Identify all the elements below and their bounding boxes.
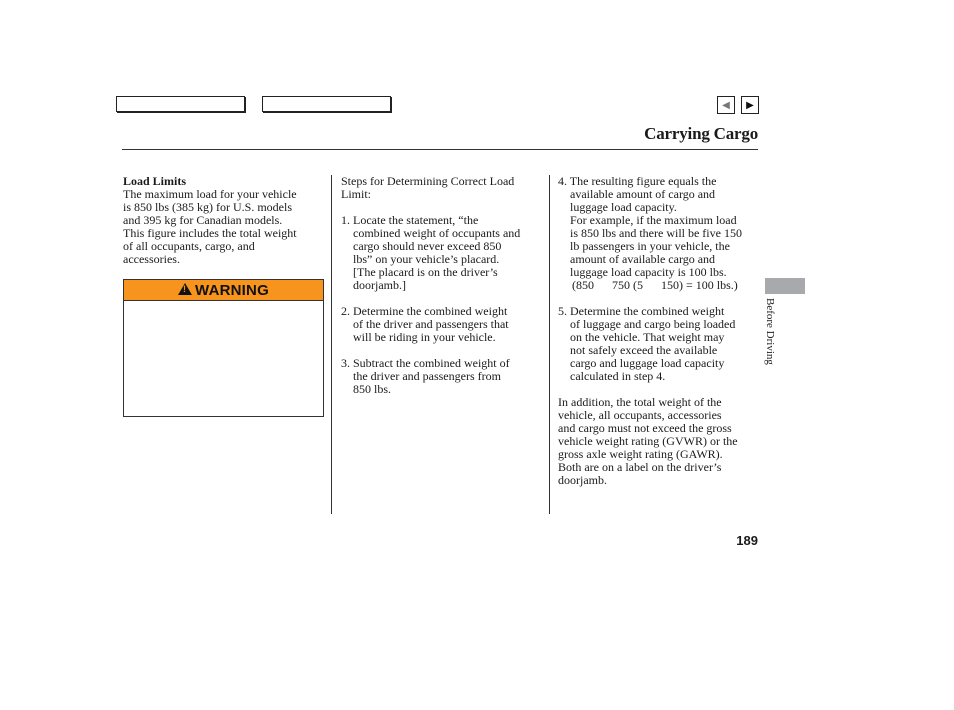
warning-header	[124, 280, 323, 301]
body-line: doorjamb.	[558, 473, 607, 487]
page-title: Carrying Cargo	[644, 124, 758, 143]
title-divider	[122, 149, 758, 150]
body-line: gross axle weight rating (GAWR).	[558, 447, 723, 461]
section-heading: Load Limits	[123, 174, 187, 188]
step-line: 1. Locate the statement, “the	[341, 213, 479, 227]
body-line: is 850 lbs (385 kg) for U.S. models	[123, 200, 292, 214]
body-line: The maximum load for your vehicle	[123, 187, 297, 201]
step-line: the driver and passengers from	[353, 369, 501, 383]
column-steps	[341, 175, 520, 396]
step-line: lb passengers in your vehicle, the	[570, 239, 730, 253]
step-line: amount of available cargo and	[570, 252, 716, 266]
step-line: cargo and luggage load capacity	[570, 356, 725, 370]
body-line: Both are on a label on the driver’s	[558, 460, 722, 474]
body-line: vehicle weight rating (GVWR) or the	[558, 434, 738, 448]
step-line: 4. The resulting figure equals the	[558, 174, 717, 188]
warning-triangle-icon	[178, 283, 192, 295]
step-line: calculated in step 4.	[570, 369, 666, 383]
body-line: and 395 kg for Canadian models.	[123, 213, 283, 227]
step-line: 850 lbs.	[353, 382, 392, 396]
step-line: of the driver and passengers that	[353, 317, 509, 331]
body-line: and cargo must not exceed the gross	[558, 421, 732, 435]
step-line: lbs” on your vehicle’s placard.	[353, 252, 500, 266]
step-line: 3. Subtract the combined weight of	[341, 356, 510, 370]
triangle-right-icon: ▶	[746, 99, 754, 111]
column-load-limits	[123, 175, 297, 266]
step-line: not safely exceed the available	[570, 343, 718, 357]
page-number: 189	[736, 533, 758, 548]
previous-page-button[interactable]	[717, 96, 735, 114]
step-line: on the vehicle. That weight may	[570, 330, 725, 344]
warning-label: WARNING	[195, 281, 269, 299]
section-label: Before Driving	[764, 298, 776, 365]
nav-link-box-2[interactable]	[262, 96, 391, 112]
section-tab	[765, 278, 805, 294]
column-divider	[331, 175, 332, 514]
body-line: Limit:	[341, 187, 371, 201]
body-line: This figure includes the total weight	[123, 226, 297, 240]
body-line: of all occupants, cargo, and	[123, 239, 255, 253]
step-line: cargo should never exceed 850	[353, 239, 502, 253]
body-line: accessories.	[123, 252, 180, 266]
step-line: of luggage and cargo being loaded	[570, 317, 736, 331]
column-capacity	[558, 175, 742, 487]
triangle-left-icon: ◀	[722, 99, 730, 111]
step-line: 5. Determine the combined weight	[558, 304, 725, 318]
step-line: doorjamb.]	[353, 278, 406, 292]
example-equation: (850 750 (5 150) = 100 lbs.)	[572, 278, 738, 292]
next-page-button[interactable]	[741, 96, 759, 114]
step-line: combined weight of occupants and	[353, 226, 521, 240]
body-line: vehicle, all occupants, accessories	[558, 408, 722, 422]
warning-box	[123, 279, 324, 417]
step-line: will be riding in your vehicle.	[353, 330, 496, 344]
nav-link-box-1[interactable]	[116, 96, 245, 112]
column-divider	[549, 175, 550, 514]
step-line: [The placard is on the driver’s	[353, 265, 498, 279]
step-line: 2. Determine the combined weight	[341, 304, 508, 318]
step-line: is 850 lbs and there will be five 150	[570, 226, 742, 240]
body-line: In addition, the total weight of the	[558, 395, 722, 409]
step-line: luggage load capacity.	[570, 200, 677, 214]
step-line: For example, if the maximum load	[570, 213, 737, 227]
step-line: luggage load capacity is 100 lbs.	[570, 265, 727, 279]
body-line: Steps for Determining Correct Load	[341, 174, 515, 188]
step-line: available amount of cargo and	[570, 187, 716, 201]
